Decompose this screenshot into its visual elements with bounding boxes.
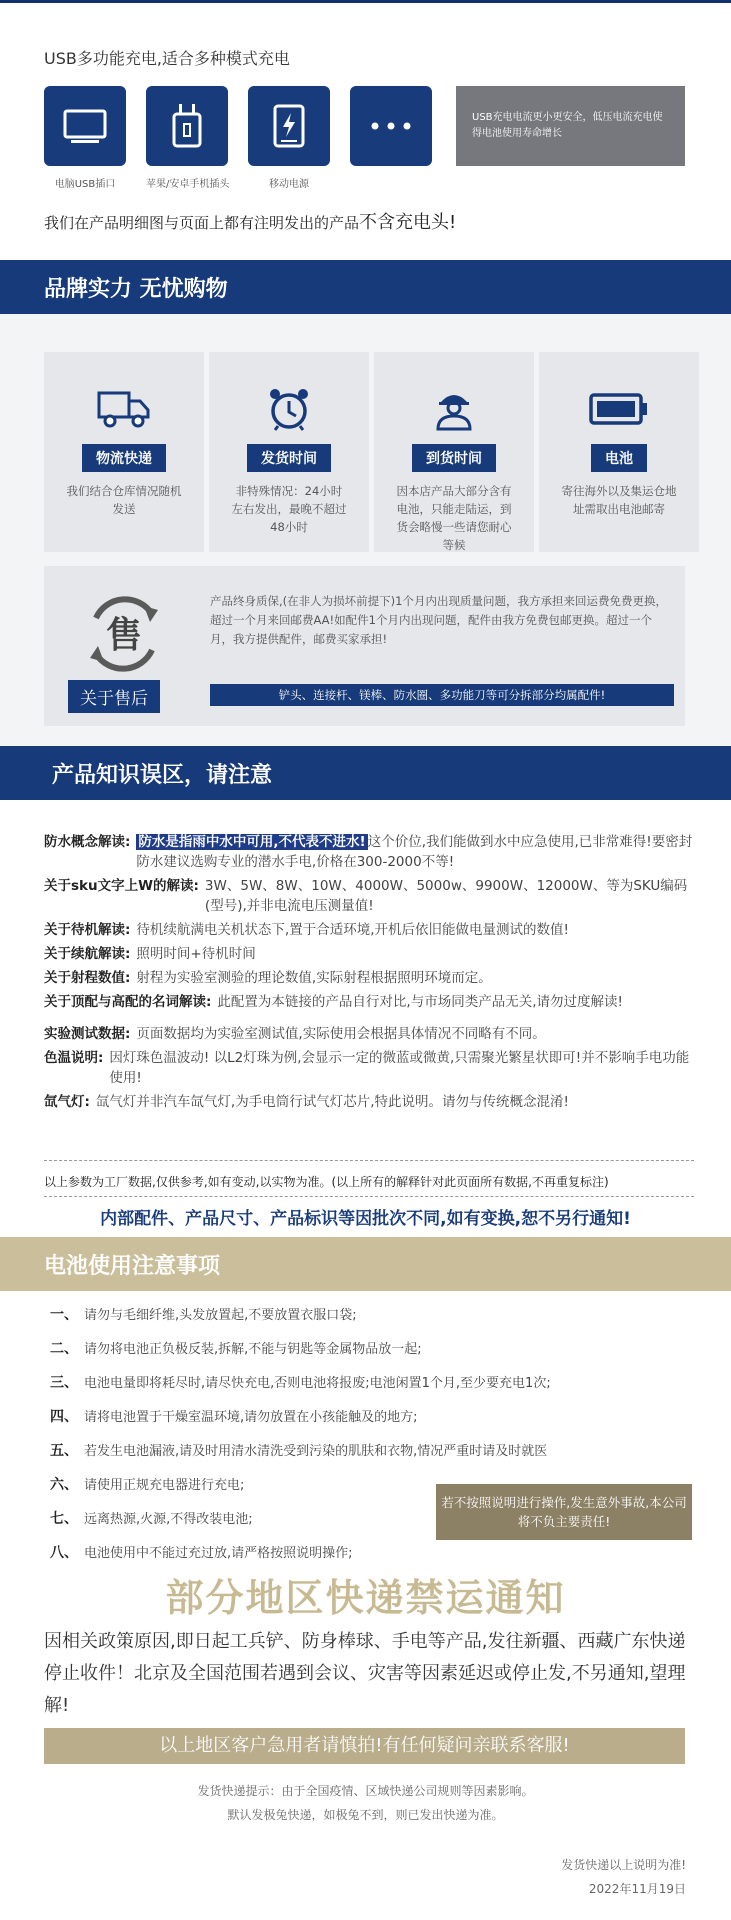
knowledge-key: 氙气灯: (44, 1094, 90, 1110)
battery-item-number: 八、 (50, 1545, 78, 1561)
after-sale-icon-char: 售 (105, 615, 143, 656)
battery-icon (539, 382, 699, 436)
monitor-icon (44, 86, 126, 166)
waterproof-highlight: 防水是指雨中水中可用,不代表不进水! (138, 834, 366, 850)
shipping-tip-default: 默认发极兔快递，如极兔不到，则已发出快递为准。 (227, 1808, 504, 1822)
more-dots-icon (350, 86, 432, 166)
battery-item-text: 请勿将电池正负极反装,拆解,不能与钥匙等金属物品放一起; (84, 1342, 422, 1357)
shipping-ban-body: 因相关政策原因,即日起工兵铲、防身棒球、手电等产品,发往新疆、西藏广东快递停止收件！北京及全国范围若遇到会议、灾害等因素延迟或停止发,不另通知,望理解! (44, 1631, 686, 1716)
battery-item-number: 六、 (50, 1477, 78, 1493)
battery-item-text: 电池电量即将耗尽时,请尽快充电,否则电池将报废;电池闲置1个月,至少要充电1次; (84, 1376, 551, 1391)
knowledge-row (44, 944, 694, 964)
knowledge-list (44, 832, 694, 1116)
power-bank-icon (248, 86, 330, 166)
card-label: 电池 (591, 444, 647, 472)
card-arrival-time (374, 352, 534, 552)
battery-item-text: 若发生电池漏液,请及时用清水清洗受到污染的肌肤和衣物,情况严重时请及时就医 (84, 1444, 548, 1459)
knowledge-key: 色温说明: (44, 1050, 104, 1066)
knowledge-row (44, 1024, 694, 1044)
after-sale-text: 产品终身质保,(在非人为损坏前提下)1个月内出现质量问题，我方承担来回运费免费更换，超过一个月来回邮费AA!如配件1个月内出现问题，配件由我方免费包邮更换。超过一个月，我方提供配件，邮费买家承担! (210, 594, 667, 646)
knowledge-key: 关于sku文字上W的解读: (44, 878, 199, 894)
battery-item (50, 1332, 700, 1366)
card-description: 我们结合仓库情况随机发送 (66, 484, 182, 516)
usb-option-label: 电脑USB插口 (54, 179, 116, 190)
battery-section-title: 电池使用注意事项 (0, 1237, 731, 1291)
battery-item-number: 四、 (50, 1409, 78, 1425)
card-description: 寄往海外以及集运仓地址需取出电池邮寄 (561, 484, 677, 516)
knowledge-key: 关于续航解读: (44, 946, 131, 962)
knowledge-value: 3W、5W、8W、10W、4000W、5000w、9900W、12000W、等为SKU编码(型号),并非电流电压测量值! (204, 878, 688, 914)
brand-cards (44, 352, 699, 552)
dashed-divider (44, 1196, 694, 1197)
knowledge-value: 因灯珠色温波动! 以L2灯珠为例,会显示一定的微蓝或微黄,只需聚光繁星状即可!并不影响手电功能使用! (109, 1050, 690, 1086)
charger-plug-icon (146, 86, 228, 166)
battery-item-text: 远离热源,火源,不得改装电池; (84, 1512, 253, 1527)
knowledge-row (44, 968, 694, 988)
knowledge-key: 实验测试数据: (44, 1026, 131, 1042)
knowledge-value: 待机续航满电关机状态下,置于合适环境,开机后依旧能做电量测试的数值! (136, 922, 569, 938)
card-label: 物流快递 (82, 444, 166, 472)
knowledge-key: 防水概念解读: (44, 834, 131, 850)
knowledge-value: 射程为实验室测验的理论数值,实际射程根据照明环境而定。 (136, 970, 492, 986)
battery-item-number: 三、 (50, 1375, 78, 1391)
knowledge-key: 关于射程数值: (44, 970, 131, 986)
usb-option-more (350, 86, 432, 190)
battery-item-text: 请勿与毛细纤维,头发放置起,不要放置衣服口袋; (84, 1308, 357, 1323)
knowledge-row (44, 1048, 694, 1088)
params-disclaimer: 以上参数为工厂数据,仅供参考,如有变动,以实物为准。(以上所有的解释针对此页面所有数据,不再重复标注) (44, 1175, 609, 1189)
battery-item-number: 二、 (50, 1341, 78, 1357)
usb-option-label: 移动电源 (269, 179, 309, 190)
knowledge-value: 氙气灯并非汽车氙气灯,为手电筒行试气灯芯片,特此说明。请勿与传统概念混淆! (95, 1094, 569, 1110)
no-charger-emphasis: 不含充电头! (359, 212, 457, 233)
usb-icon-row (44, 86, 432, 190)
after-sale-icon (78, 588, 170, 680)
card-description: 非特殊情况：24小时左右发出，最晚不超过48小时 (231, 484, 347, 534)
no-charger-prefix: 我们在产品明细图与页面上都有注明发出的产品 (44, 214, 360, 232)
card-label: 发货时间 (247, 444, 331, 472)
no-charger-notice (44, 208, 456, 234)
knowledge-row (44, 876, 694, 916)
card-logistics (44, 352, 204, 552)
waterproof-text: 这个价位,我们能做到水中应急使用,已非常难得!要密封防水建议选购专业的潜水手电,价格在300-2000不等! (136, 834, 693, 870)
brand-section-title: 品牌实力 无忧购物 (0, 260, 731, 314)
usb-option-computer (44, 86, 126, 190)
after-sale-strip: 铲头、连接杆、镁棒、防水圈、多功能刀等可分拆部分均属配件! (210, 684, 674, 706)
knowledge-row (44, 992, 694, 1012)
shipping-ban-strip: 以上地区客户急用者请慎拍!有任何疑问亲联系客服! (44, 1728, 685, 1764)
knowledge-row (44, 832, 694, 872)
knowledge-row (44, 920, 694, 940)
courier-icon (374, 382, 534, 436)
top-divider (0, 0, 731, 3)
knowledge-key: 关于待机解读: (44, 922, 131, 938)
battery-item-text: 电池使用中不能过充过放,请严格按照说明操作; (84, 1546, 353, 1561)
battery-item (50, 1434, 700, 1468)
battery-warning-box: 若不按照说明进行操作,发生意外事故,本公司将不负主要责任! (436, 1484, 692, 1540)
knowledge-row (44, 1092, 694, 1112)
battery-item-number: 五、 (50, 1443, 78, 1459)
usb-note: USB充电电流更小更安全，低压电流充电使得电池使用寿命增长 (456, 86, 685, 166)
battery-item-number: 七、 (50, 1511, 78, 1527)
battery-item (50, 1400, 700, 1434)
battery-item-text: 请使用正规充电器进行充电; (84, 1478, 245, 1493)
notice-date: 2022年11月19日 (588, 1882, 686, 1896)
battery-item-text: 请将电池置于干燥室温环境,请勿放置在小孩能触及的地方; (84, 1410, 418, 1425)
usb-option-powerbank (248, 86, 330, 190)
usb-option-label: 苹果/安卓手机插头 (146, 179, 230, 190)
battery-item (50, 1536, 700, 1570)
card-label: 到货时间 (412, 444, 496, 472)
shipping-tip: 发货快递提示：由于全国疫情、区域快递公司规则等因素影响。 (197, 1784, 534, 1798)
card-battery (539, 352, 699, 552)
shipping-ban-title: 部分地区快递禁运通知 (165, 1576, 566, 1620)
knowledge-section-title: 产品知识误区，请注意 (0, 746, 731, 800)
card-ship-time (209, 352, 369, 552)
truck-icon (44, 382, 204, 436)
knowledge-value: 页面数据均为实验室测试值,实际使用会根据具体情况不同略有不同。 (136, 1026, 546, 1042)
battery-item-number: 一、 (50, 1307, 78, 1323)
usb-title: USB多功能充电,适合多种模式充电 (44, 49, 290, 68)
batch-notice: 内部配件、产品尺寸、产品标识等因批次不同,如有变换,恕不另行通知! (100, 1209, 631, 1229)
knowledge-value (130, 832, 694, 872)
usb-option-plug (146, 86, 228, 190)
after-sale-tag: 关于售后 (68, 680, 160, 713)
knowledge-key: 关于顶配与高配的名词解读: (44, 994, 212, 1010)
dashed-divider (44, 1160, 694, 1161)
knowledge-gap (44, 1016, 694, 1024)
shipping-final-note: 发货快递以上说明为准! (561, 1858, 686, 1872)
card-description: 因本店产品大部分含有电池，只能走陆运，到货会略慢一些请您耐心等候 (396, 484, 512, 552)
after-sale-panel (44, 566, 685, 726)
battery-item (50, 1298, 700, 1332)
battery-item (50, 1366, 700, 1400)
knowledge-value: 此配置为本链接的产品自行对比,与市场同类产品无关,请勿过度解读! (217, 994, 623, 1010)
knowledge-value: 照明时间+待机时间 (136, 946, 256, 962)
alarm-clock-icon (209, 382, 369, 436)
